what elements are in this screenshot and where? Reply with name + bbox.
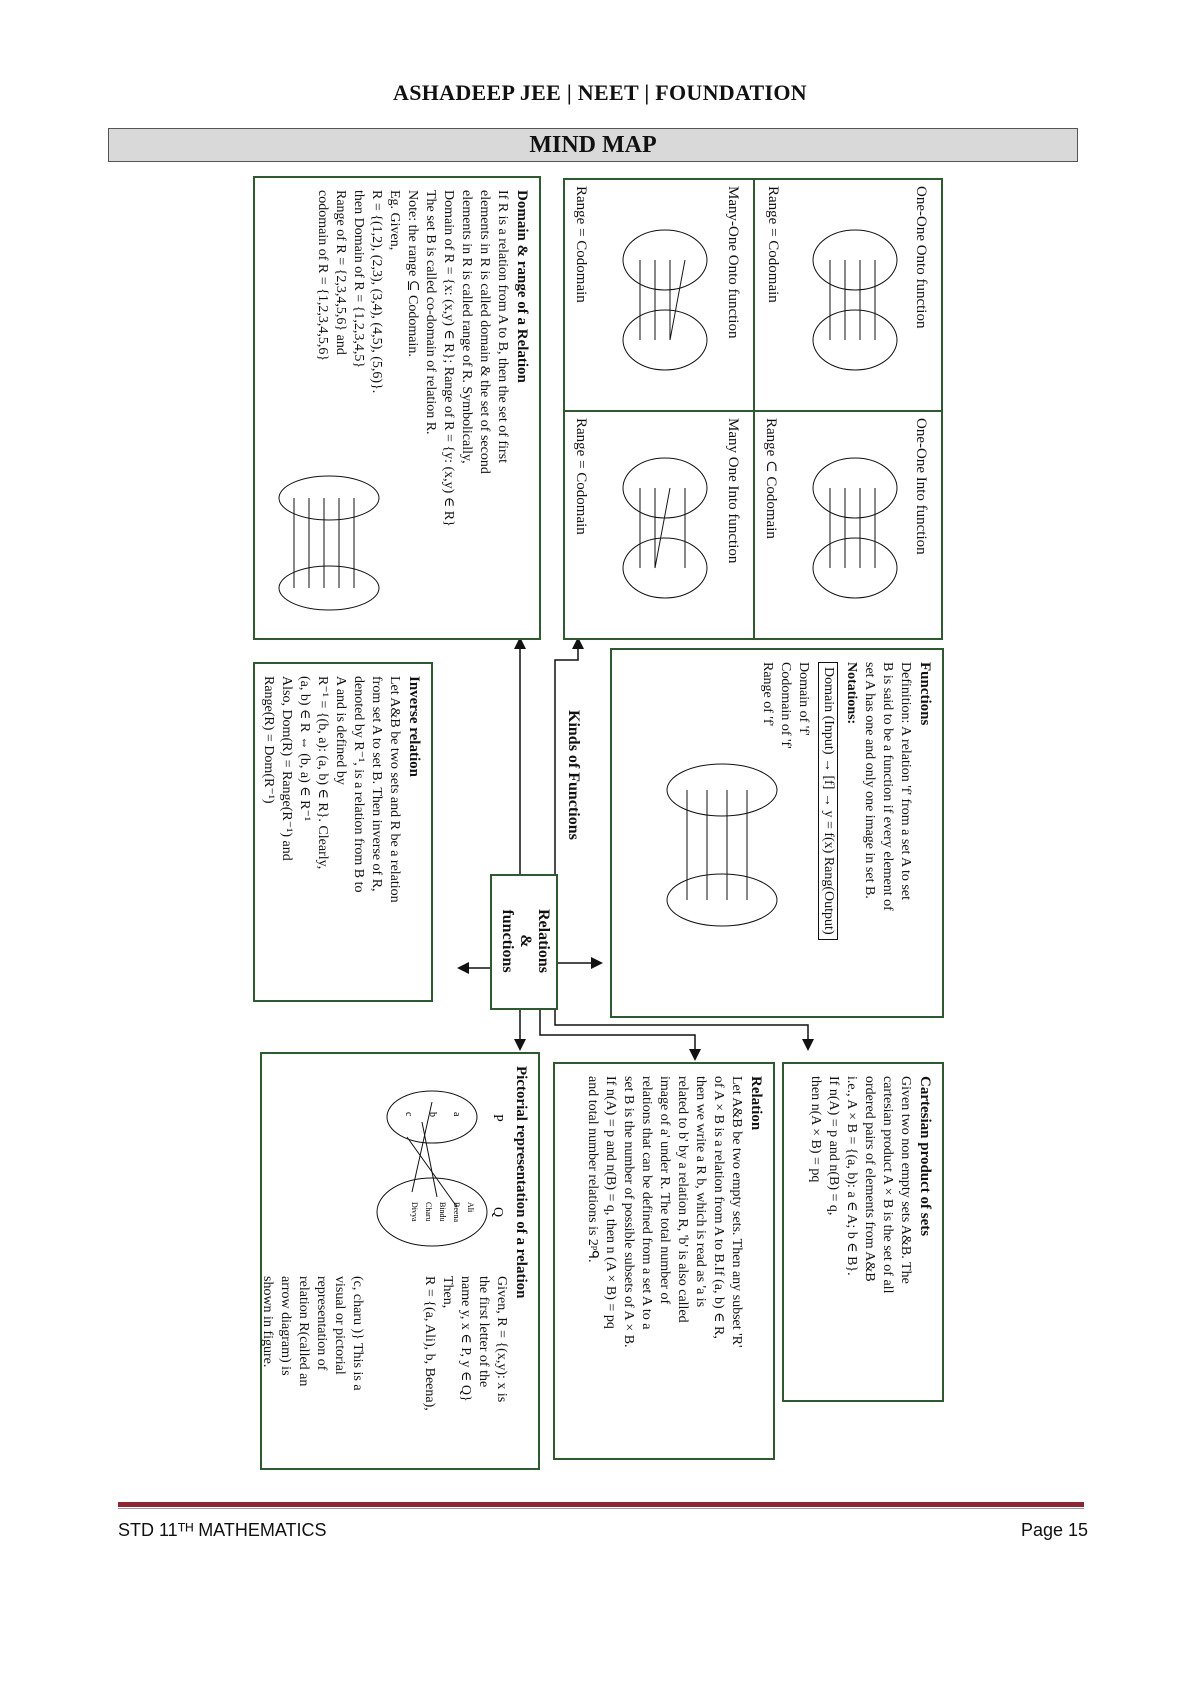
cartesian-title: Cartesian product of sets xyxy=(917,1076,933,1237)
one-one-into-title: One-One Into function xyxy=(913,418,929,555)
center-topic-box xyxy=(490,874,558,1010)
relation-line: Let A&B be two empty sets. Then any subset 'R' xyxy=(729,1076,744,1348)
relation-box xyxy=(553,1062,775,1460)
inverse-line: Let A&B be two sets and R be a relation xyxy=(387,676,402,903)
cartesian-product-box xyxy=(782,1062,944,1402)
many-one-into-title: Many One Into function xyxy=(725,418,741,564)
pictorial-q-item: Ali xyxy=(466,1202,475,1213)
pictorial-line: name y, x ∈ P, y ∈ Q} xyxy=(458,1276,473,1402)
center-line: Relations xyxy=(535,909,552,973)
domain-range-line: then Domain of R = {1,2,3,4,5} xyxy=(351,190,366,369)
functions-line: Definition: A relation 'f' from a set A to set xyxy=(898,662,913,900)
domain-range-line: The set B is called co-domain of relation R. xyxy=(423,190,438,435)
relation-line: related to b' by a relation R, 'b' is also called xyxy=(675,1076,690,1323)
pictorial-q-item: Beena xyxy=(452,1202,461,1222)
domain-range-line: R = {(1,2), (2,3), (3,4), (4,5), (5,6)}. xyxy=(369,190,384,394)
many-one-into-diagram-icon xyxy=(605,448,725,608)
pictorial-line: relation R(called an xyxy=(296,1276,311,1387)
pictorial-representation-box xyxy=(260,1052,540,1470)
pictorial-q-item: Divya xyxy=(410,1202,419,1222)
many-one-onto-caption: Range = Codomain xyxy=(573,186,589,303)
functions-line: B is said to be a function if every element of xyxy=(880,662,895,911)
inverse-line: denoted by R⁻¹, is a relation from B to xyxy=(351,676,366,893)
domain-range-line: Note: the range ⊆ Codomain. xyxy=(405,190,420,357)
pictorial-line: the first letter of the xyxy=(476,1276,491,1388)
domain-range-diagram-icon xyxy=(269,468,389,618)
functions-domain-label: Domain of 'f' xyxy=(796,662,811,736)
inverse-title: Inverse relation xyxy=(406,676,422,777)
inverse-relation-box xyxy=(253,662,433,1002)
functions-title: Functions xyxy=(917,662,933,726)
one-one-onto-diagram-icon xyxy=(795,220,915,380)
pictorial-q-item: Bindu xyxy=(438,1202,447,1222)
inverse-line: (a, b) ∈ R ⇔ (b, a) ∈ R⁻¹ xyxy=(297,676,312,822)
cartesian-line: If n(A) = p and n(B) = q, xyxy=(826,1076,841,1216)
one-one-onto-title: One-One Onto function xyxy=(913,186,929,329)
cartesian-line: ordered pairs of elements from A&B xyxy=(862,1076,877,1282)
pictorial-line: R = {(a, Ali), b, Beena), xyxy=(422,1276,437,1411)
footer-subject: STD 11ᵀᴴ MATHEMATICS xyxy=(118,1520,327,1540)
center-line: functions xyxy=(499,909,516,973)
pictorial-line: shown in figure. xyxy=(260,1276,275,1368)
pictorial-line: (c, charu )} This is a xyxy=(350,1276,365,1391)
many-one-onto-title: Many-One Onto function xyxy=(725,186,741,339)
kinds-of-functions-box xyxy=(563,178,943,640)
domain-range-box xyxy=(253,176,541,640)
functions-codomain-label: Codomain of 'f' xyxy=(778,662,793,749)
cartesian-line: Given two non empty sets A&B. The xyxy=(898,1076,913,1284)
many-one-onto-diagram-icon xyxy=(605,220,725,380)
pictorial-line: visual or pictorial xyxy=(332,1276,347,1375)
domain-range-title: Domain & range of a Relation xyxy=(514,190,530,383)
pictorial-p-item: c xyxy=(403,1112,414,1117)
cartesian-line: i.e., A × B = {(a, b): a ∈ A; b ∈ B}. xyxy=(844,1076,859,1276)
mind-map-banner: MIND MAP xyxy=(108,128,1078,162)
inverse-line: A and is defined by xyxy=(333,676,348,785)
domain-range-line: elements in R is called domain & the set of second xyxy=(477,190,492,474)
kinds-label: Kinds of Functions xyxy=(565,710,582,840)
pictorial-line: arrow diagram) is xyxy=(278,1276,293,1376)
cartesian-line: then n(A × B) = pq xyxy=(808,1076,823,1183)
functions-line: set A has one and only one image in set B. xyxy=(862,662,877,899)
footer-page-number: Page 15 xyxy=(1020,1520,1088,1540)
many-one-into-cell xyxy=(565,412,753,638)
relation-line: then we write a R b, which is read as 'a is xyxy=(693,1076,708,1308)
pictorial-title: Pictorial representation of a relation xyxy=(513,1066,529,1299)
functions-box xyxy=(610,648,944,1018)
relation-line: set B is the number of possible subsets of A × B. xyxy=(621,1076,636,1348)
domain-range-line: If R is a relation from A to B, then the set of first xyxy=(495,190,510,463)
relation-line: of A × B is a relation from A to B.If (a, b) ∈ R, xyxy=(711,1076,726,1339)
one-one-into-cell xyxy=(755,412,941,638)
one-one-onto-cell xyxy=(755,180,941,410)
pictorial-q-item: Charu xyxy=(424,1202,433,1222)
functions-range-label: Range of 'f' xyxy=(760,662,775,727)
domain-range-line: Range of R = {2,3,4,5,6} and xyxy=(333,190,348,355)
domain-range-line: Eg. Given, xyxy=(387,190,402,251)
many-one-into-caption: Range = Codomain xyxy=(573,418,589,535)
many-one-onto-cell xyxy=(565,180,753,410)
domain-range-line: elements in R is called range of R. Symbolically, xyxy=(459,190,474,464)
pictorial-line: representation of xyxy=(314,1276,329,1371)
functions-line: Notations: xyxy=(844,662,859,725)
domain-range-line: Domain of R = {x: (x,y) ∈ R}; Range of R = {y: (x,y) ∈ R} xyxy=(441,190,456,527)
inverse-line: R⁻¹ = {(b, a): (a, b) ∈ R}. Clearly, xyxy=(315,676,330,870)
relation-title: Relation xyxy=(748,1076,764,1131)
center-line: & xyxy=(517,934,534,948)
cartesian-line: cartesian product A × B is the set of all xyxy=(880,1076,895,1294)
one-one-into-caption: Range ⊂ Codomain xyxy=(763,418,779,539)
relation-line: If n(A) = p and n(B) = q, then n (A × B) = pq xyxy=(603,1076,618,1329)
arrow-diagram-icon xyxy=(362,1082,505,1252)
page-header-title: ASHADEEP JEE | NEET | FOUNDATION xyxy=(393,80,807,105)
domain-range-line: codomain of R = {1,2,3,4,5,6} xyxy=(315,190,330,362)
pictorial-line: Then, xyxy=(440,1276,455,1309)
pictorial-set-p: P xyxy=(490,1114,505,1122)
inverse-line: Range(R) = Dom(R⁻¹) xyxy=(261,676,276,804)
footer-rule xyxy=(118,1502,1084,1507)
function-mapping-icon xyxy=(642,750,802,950)
inverse-line: from set A to set B. Then inverse of R, xyxy=(369,676,384,892)
pictorial-p-item: a xyxy=(451,1112,462,1117)
relation-line: and total number relations is 2ᵖᑫ. xyxy=(585,1076,600,1263)
pictorial-p-item: b xyxy=(427,1112,438,1117)
inverse-line: Also, Dom(R) = Range(R⁻¹) and xyxy=(279,676,294,861)
pictorial-line: Given, R = {(x,y): x is xyxy=(494,1276,509,1403)
one-one-onto-caption: Range = Codomain xyxy=(765,186,781,303)
relation-line: relations that can be defined from a set A to a xyxy=(639,1076,654,1330)
functions-notation: Domain (Input) → [f] → y = f(x) Rang(Output) xyxy=(818,662,838,940)
footer-rule-thin xyxy=(118,1508,1084,1509)
one-one-into-diagram-icon xyxy=(795,448,915,608)
relation-line: image of a' under R. The total number of xyxy=(657,1076,672,1305)
pictorial-set-q: Q xyxy=(490,1207,505,1218)
